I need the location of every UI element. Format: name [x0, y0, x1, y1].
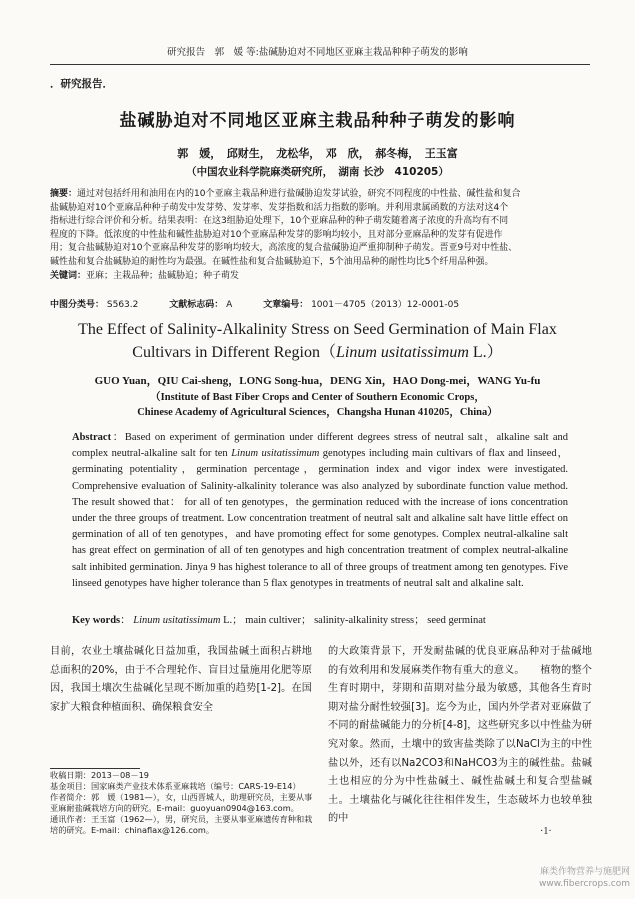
meta-row: [50, 297, 487, 310]
title-cn: 盐碱胁迫对不同地区亚麻主栽品种种子萌发的影响: [119, 111, 516, 131]
keywords-en-label: Key words: [72, 615, 121, 626]
body-column-left: 目前，农业土壤盐碱化日益加重，我国盐碱土面积占耕地总面积的20%，由于不合理轮作、盲目过量施用化肥等原因，我国土壤次生盐碱化呈现不断加重的趋势[1-2]。在国家扩大粮食种植面积、确保粮食安全: [50, 646, 312, 713]
title-en: The Effect of Salinity-Alkalinity Stress on Seed Germination of Main Flax Cultivars in Different Region（Linum usitatissimum L.）: [78, 321, 557, 361]
clc-number: 中图分类号： S563.2: [50, 300, 139, 310]
affiliation-en: （Institute of Bast Fiber Crops and Center of Southern Economic Crops， Chinese Academy of Agricultural Sciences，Changsha Hunan 410205，China）: [137, 392, 498, 418]
watermark: 麻类作物营养与施肥网 www.fibercrops.com: [539, 867, 630, 889]
running-header: 研究报告 郭 媛 等:盐碱胁迫对不同地区亚麻主栽品种种子萌发的影响: [167, 47, 468, 58]
abstract-cn-line: 摘要：通过对包括纤用和油用在内的10个亚麻主栽品种进行盐碱胁迫发芽试验，研究不同程度的中性盐、碱性盐和复合: [50, 189, 521, 199]
abstract-cn-label: 摘要：: [50, 189, 78, 199]
page-number: ·1·: [540, 826, 552, 837]
abstract-cn-line: 用；复合盐碱胁迫对10个亚麻品种发芽的影响均较大，高浓度的复合盐碱胁迫严重抑制种子萌发。晋亚9号对中性盐、: [50, 243, 518, 254]
header-rule: [50, 64, 590, 65]
footnote-rule: [50, 768, 140, 769]
article-number: 文章编号： 1001－4705（2013）12-0001-05: [263, 300, 460, 310]
section-tag: ．研究报告．: [50, 78, 113, 90]
authors-en: GUO Yuan，QIU Cai-sheng，LONG Song-hua，DENG Xin，HAO Dong-mei，WANG Yu-fu: [94, 375, 541, 387]
abstract-cn-line: 碱性盐和复合盐碱胁迫的耐性均为最强。在碱性盐和复合盐碱胁迫下，5个油用品种的耐性均比5个纤用品种强。: [50, 256, 494, 267]
abstract-en-label: Abstract: [72, 432, 112, 443]
abstract-en: Abstract：Based on experiment of germination under different degrees stress of neutral salt，alkaline salt and complex neutral-alkaline salt for ten Linum usitatissimum genotypes including main cultivars of flax and linseed，germinating potentiality，germination percentage，germination index and vigor index were investigated. Comprehensive evaluation of Salinity-alkalinity tolerance was also analyzed by subordinate function value method. The result showed that： for all of ten genotypes，the germination reduced with the increase of ions concentration under the three groups of treatment. Low concentration treatment of neutral salt and alkaline salt have little effect on germination of all of ten genotypes，and have promoting effect for some genotypes. Complex neutral-alkaline salt has great effect on germination of all of ten genotypes and high concentration treatment of complex neutral-alkaline salt inhibited germination. Jinya 9 has highest tolerance to all of three groups of treatment among ten genotypes. Five linseed genotypes have higher tolerance than 5 flax genotypes in treatments of neutral salt and alkaline salt.: [72, 432, 569, 589]
authors-cn: 郭 媛， 邱财生， 龙松华， 邓 欣， 郝冬梅， 王玉富: [177, 147, 458, 160]
abstract-cn: [50, 188, 590, 283]
abstract-cn-line: 程度的下降。低浓度的中性盐和碱性盐胁迫对10个亚麻品种发芽的影响均较小，且对部分亚麻品种的发芽有促进作: [50, 229, 503, 240]
affiliation-cn: （中国农业科学院麻类研究所， 湖南 长沙 410205）: [186, 166, 449, 178]
abstract-cn-line: 盐碱胁迫对10个亚麻品种种子萌发中发芽势、发芽率、发芽指数和活力指数的影响。并利用隶属函数的方法对这4个: [50, 202, 509, 213]
footnote-funding: 基金项目：国家麻类产业技术体系亚麻栽培（编号：CARS-19-E14）: [50, 781, 301, 791]
keywords-cn-label: 关键词：: [50, 270, 87, 281]
body-column-right: 的大政策背景下，开发耐盐碱的优良亚麻品种对于盐碱地的有效利用和发展麻类作物有重大的意义。 植物的整个生育时期中，芽期和苗期对盐分最为敏感，其他各生育时期对盐分耐性较强[3]。迄今为止，国内外学者对亚麻做了不同的耐盐碱能力的分析[4-8]，这些研究多以中性盐为研究对象。然而，土壤中的致害盐类除了以NaCl为主的中性盐以外，还有以Na2CO3和NaHCO3为主的碱性盐。盐碱土也相应的分为中性盐碱土、碱性盐碱土和复合型盐碱土。土壤盐化与碱化往往相伴发生，生态破坏力也较单独的中: [328, 646, 592, 825]
document-code: 文献标志码： A: [169, 300, 233, 310]
abstract-cn-line: 指标进行综合评价和分析。结果表明：在这3组胁迫处理下，10个亚麻品种的种子萌发随着离子浓度的升高均有不同: [50, 216, 509, 227]
keywords-cn: 关键词：亚麻；主栽品种；盐碱胁迫；种子萌发: [50, 270, 240, 281]
footnote-received: 收稿日期：2013－08－19: [50, 770, 149, 780]
keywords-en: Key words： Linum usitatissimum L.； main cultiver； salinity-alkalinity stress； seed germinat: [72, 615, 486, 626]
footnote-corresponding: 通讯作者：王玉富（1962—），男，研究员，主要从事亚麻遗传育种和栽培的研究。E-mail：chinaflax@126.com。: [50, 814, 313, 835]
footnote-author: 作者简介：郭 媛（1981—），女，山西晋城人，助理研究员，主要从事亚麻耐盐碱栽培方向的研究。E-mail：guoyuan0904@163.com。: [50, 792, 313, 813]
footnotes: [50, 770, 320, 836]
